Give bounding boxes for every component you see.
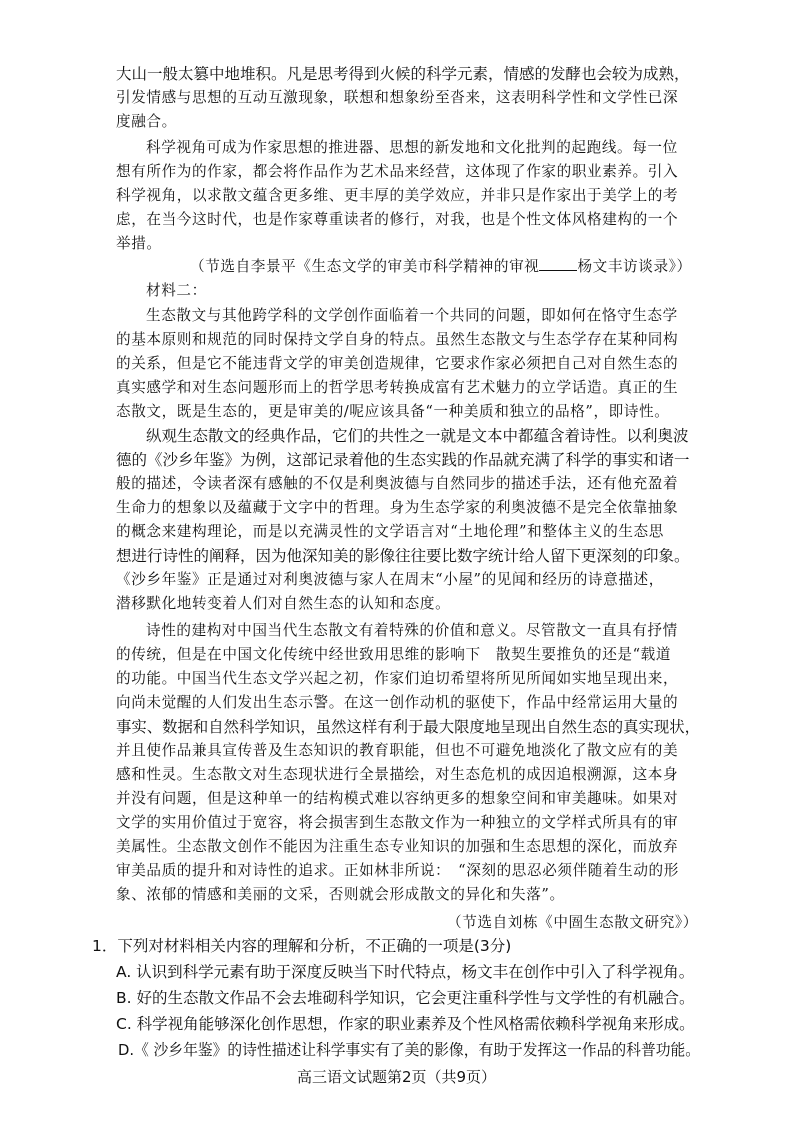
source-citation: （节选自刘栋《中圄生态散文研究》） xyxy=(447,914,698,931)
text-line: 大山一般太篡中地堆积。凡是思考得到火候的科学元素，情感的发酵也会较为成熟， xyxy=(116,65,690,83)
text-line: 并且使作品兼具宣传普及生态知识的教育职能，但也不可避免地淡化了散文应有的美 xyxy=(116,742,679,759)
text-line: 德的《沙乡年鉴》为例，这部记录着他的生态实践的作品就充满了科学的事实和诸一 xyxy=(116,451,690,469)
question-stem: 1．下列对材料相关内容的理解和分析，不正确的一项是(3分) xyxy=(92,937,512,955)
text-line: 向尚未觉醒的人们发出生态示警。在这一创作动机的驱使下，作品中经常运用大量的 xyxy=(116,694,679,711)
page-footer: 高三语文试题第2页（共9页） xyxy=(296,1068,497,1086)
text-line: 诗性的建构对中国当代生态散文有着特殊的价值和意义。尽管散文一直具有抒情 xyxy=(146,622,678,639)
blank-underline xyxy=(539,258,577,271)
text-line: 感和性灵。生态散文对生态现状进行全景描绘，对生态危机的成因追根溯源，这本身 xyxy=(116,766,679,783)
text-line: 《沙乡年鉴》正是通过对利奥波德与家人在周末“小屋”的见闻和经历的诗意描述， xyxy=(116,571,664,588)
text-line: 引发情感与思想的互动互激现象，联想和想象纷至沓来，这表明科学性和文学性已深 xyxy=(116,89,679,106)
text-line: 事实、数据和自然科学知识，虽然这样有利于最大限度地呈现出自然生态的真实现状， xyxy=(116,718,701,736)
text-line: 并没有问题，但是这种单一的结构模式难以容纳更多的想象空间和审美趣味。如果对 xyxy=(116,790,679,807)
text-line: 审美品质的提升和对诗性的追求。正如林非所说： “深刻的思忍必须伴随着生动的形 xyxy=(116,862,679,879)
text-line: 科学视角可成为作家思想的推进器、思想的新发地和文化批判的起跑线。每一位 xyxy=(146,139,678,156)
text-line: 想进行诗性的阐释，因为他深知美的影像往往要比数字统计给人留下更深刻的印象。 xyxy=(116,547,690,565)
text-line: 般的描述，令读者深有感触的不仅是利奥波德与自然同步的描述手法，还有他充盈着 xyxy=(116,475,679,492)
text-line: 的功能。中国当代生态文学兴起之初，作家们迫切希望将所见所闻如实地呈现出来， xyxy=(116,670,679,687)
option-a: A. 认识到科学元素有助于深度反映当下时代特点，杨文丰在创作中引入了科学视角。 xyxy=(116,963,695,981)
text-line: 的传统，但是在中国文化传统中经世致用思维的影响下 散契生要推负的还是“载道 xyxy=(116,646,672,663)
option-d: D.《 沙乡年鉴》的诗性描述让科学事实有了美的影像，有助于发挥这一作品的科普功能。 xyxy=(118,1041,701,1059)
text-line: 度融合。 xyxy=(116,113,177,130)
text-line: 纵观生态散文的经典作品，它们的共性之一就是文本中都蕴含着诗性。以利奥波 xyxy=(146,427,689,445)
option-c: C. 科学视角能够深化创作思想，作家的职业素养及个性风格需依赖科学视角来形成。 xyxy=(116,1015,695,1033)
text-line: 潜移默化地转变着人们对自然生态的认知和态度。 xyxy=(116,595,451,612)
option-b: B. 好的生态散文作品不会去堆砌科学知识，它会更注重科学性与文学性的有机融合。 xyxy=(116,989,695,1007)
text-line: 虑，在当今这时代，也是作家尊重读者的修行，对我，也是个性文体风格建构的一个 xyxy=(116,211,679,228)
text-line: 科学视角，以求散文蕴含更多维、更丰厚的美学效应，并非只是作家出于美学上的考 xyxy=(116,187,679,204)
text-line: 的关系，但是它不能违背文学的审美创造规律，它要求作家必须把自己对自然生态的 xyxy=(116,355,679,372)
text-line: 的概念来建构理论，而是以充满灵性的文学语言对“土地伦理”和整体主义的生态思 xyxy=(116,523,664,540)
text-line: 象、浓郁的情感和美丽的文采，否则就会形成散文的异化和失落”。 xyxy=(116,886,565,903)
text-line: 美属性。尘态散文创作不能因为注重生态专业知识的加强和生态思想的深化，而放弃 xyxy=(116,838,679,855)
text-line: 态散文，既是生态的，更是审美的/呢应该具备“一种美质和独立的品格”，即诗性。 xyxy=(116,403,670,420)
material-heading: 材料二： xyxy=(146,282,207,299)
text-line: 文学的实用价值过于宽容，将会损害到生态散文作为一种独立的文学样式所具有的审 xyxy=(116,814,679,831)
text-line: 的基本原则和规范的同时保持文学自身的特点。虽然生态散文与生态学存在某种同构 xyxy=(116,331,679,348)
text-line: 想有所作为的作家，都会将作品作为艺术品来经营，这体现了作家的职业素养。引入 xyxy=(116,163,679,180)
source-citation: （节选自李景平《生态文学的审美市科学精神的审视 杨文丰访谈录》） xyxy=(190,258,692,275)
text-line: 举措。 xyxy=(116,235,162,252)
text-line: 真实感学和对生态问题形而上的哲学思考转换成富有艺术魅力的立学话造。真正的生 xyxy=(116,379,679,396)
text-line: 生态散文与其他跨学科的文学创作面临着一个共同的问题，即如何在恪守生态学 xyxy=(146,307,678,324)
text-line: 生命力的想象以及蕴藏于文字中的哲理。身为生态学家的利奥波德不是完全依靠抽象 xyxy=(116,499,679,516)
